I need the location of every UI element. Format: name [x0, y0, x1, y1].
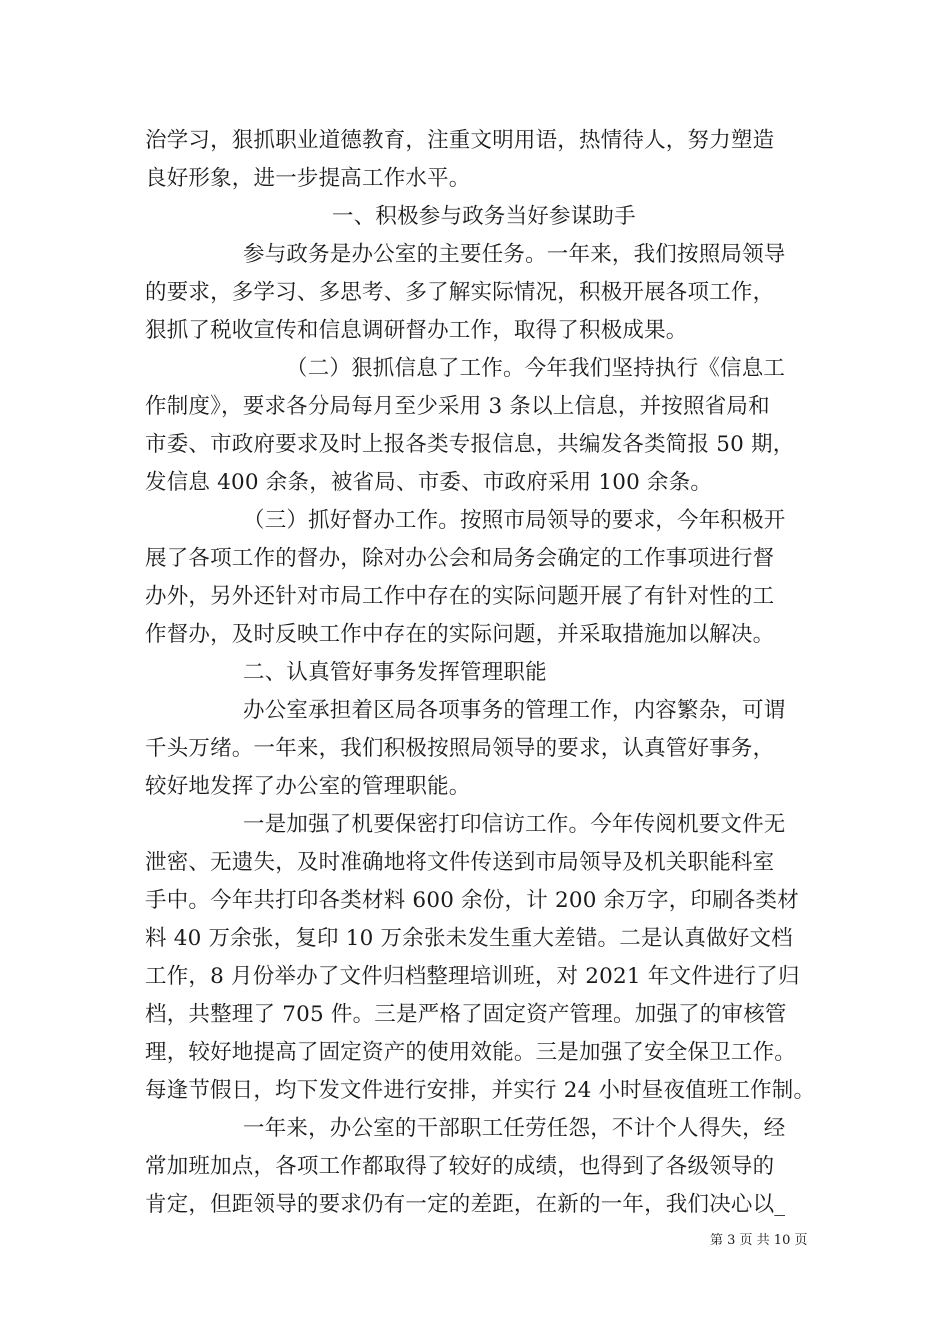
text-line: 档，共整理了 705 件。三是严格了固定资产管理。加强了的审核管 [145, 1002, 787, 1027]
text-line: 良好形象，进一步提高工作水平。 [145, 166, 471, 191]
text-line: （三）抓好督办工作。按照市局领导的要求，今年积极开 [243, 508, 786, 533]
page-number-footer: 第 3 页 共 10 页 [710, 1233, 808, 1248]
text-line: 较好地发挥了办公室的管理职能。 [145, 774, 471, 799]
text-line: 的要求，多学习、多思考、多了解实际情况，积极开展各项工作， [145, 280, 775, 305]
text-line: 治学习，狠抓职业道德教育，注重文明用语，热情待人，努力塑造 [145, 128, 775, 153]
text-line: 参与政务是办公室的主要任务。一年来，我们按照局领导 [243, 242, 786, 267]
text-line: 每逢节假日，均下发文件进行安排，并实行 24 小时昼夜值班工作制。 [145, 1078, 816, 1103]
text-line: 千头万绪。一年来，我们积极按照局领导的要求，认真管好事务， [145, 736, 775, 761]
text-line: 作督办，及时反映工作中存在的实际问题，并采取措施加以解决。 [145, 622, 775, 647]
text-line: 肯定，但距领导的要求仍有一定的差距，在新的一年，我们决心以_ [145, 1192, 786, 1217]
text-line: 狠抓了税收宣传和信息调研督办工作，取得了积极成果。 [145, 318, 688, 343]
text-line: 一是加强了机要保密打印信访工作。今年传阅机要文件无 [243, 812, 786, 837]
text-line: 办公室承担着区局各项事务的管理工作，内容繁杂，可谓 [243, 698, 786, 723]
text-line: 手中。今年共打印各类材料 600 余份，计 200 余万字，印刷各类材 [145, 888, 799, 913]
text-line: （二）狠抓信息了工作。今年我们坚持执行《信息工 [286, 356, 786, 381]
text-line: 作制度》，要求各分局每月至少采用 3 条以上信息，并按照省局和 [145, 394, 770, 419]
text-line: 发信息 400 余条，被省局、市委、市政府采用 100 余条。 [145, 470, 713, 495]
text-line: 泄密、无遗失，及时准确地将文件传送到市局领导及机关职能科室 [145, 850, 775, 875]
text-line: 一年来，办公室的干部职工任劳任怨，不计个人得失，经 [243, 1116, 786, 1141]
text-line: 展了各项工作的督办，除对办公会和局务会确定的工作事项进行督 [145, 546, 775, 571]
section-heading: 一、积极参与政务当好参谋助手 [332, 204, 636, 229]
text-line: 料 40 万余张，复印 10 万余张未发生重大差错。二是认真做好文档 [145, 926, 793, 951]
text-line: 工作，8 月份举办了文件归档整理培训班，对 2021 年文件进行了归 [145, 964, 800, 989]
text-line: 理，较好地提高了固定资产的使用效能。三是加强了安全保卫工作。 [145, 1040, 797, 1065]
text-line: 常加班加点，各项工作都取得了较好的成绩，也得到了各级领导的 [145, 1154, 775, 1179]
section-heading: 二、认真管好事务发挥管理职能 [243, 660, 547, 685]
text-line: 市委、市政府要求及时上报各类专报信息，共编发各类简报 50 期， [145, 432, 795, 457]
text-line: 办外，另外还针对市局工作中存在的实际问题开展了有针对性的工 [145, 584, 775, 609]
